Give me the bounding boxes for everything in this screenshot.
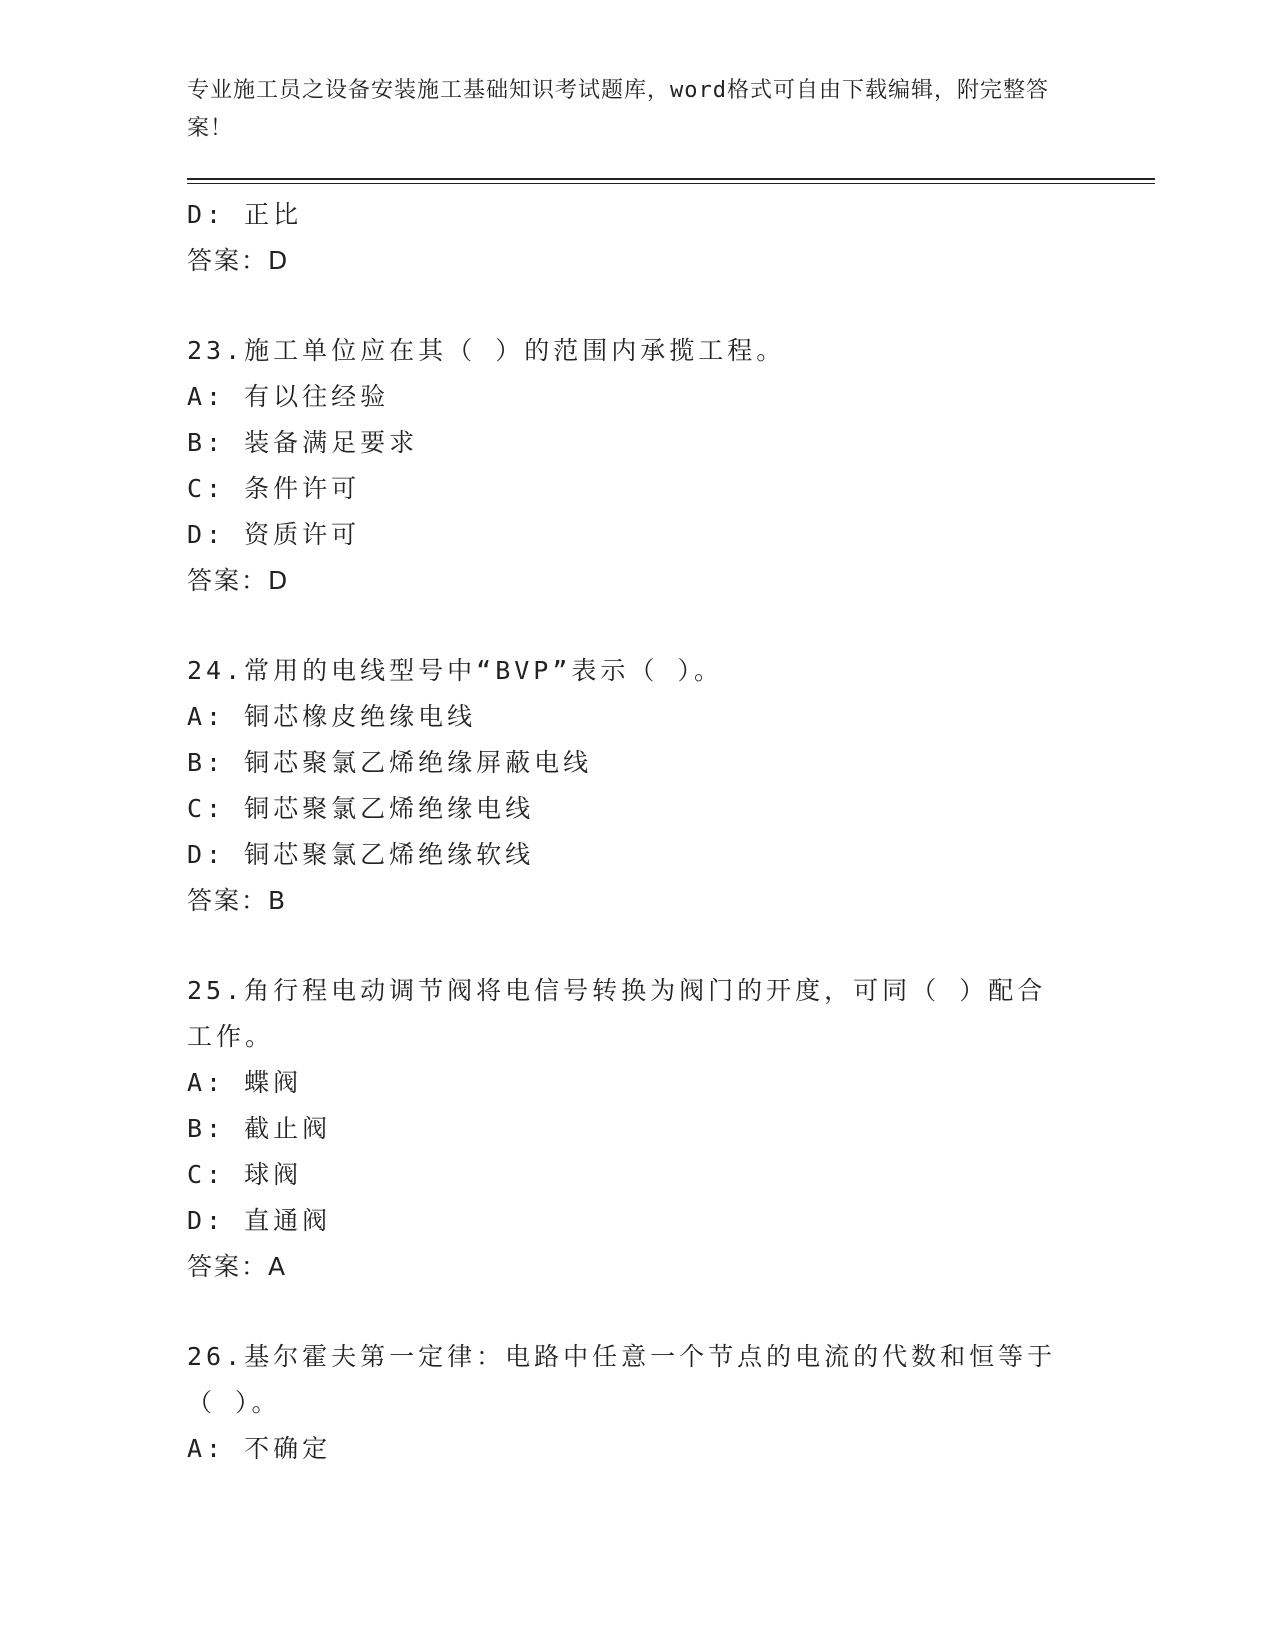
header-divider-thin — [187, 183, 1155, 184]
question-list — [187, 192, 1087, 1472]
option-b: B: 截止阀 — [187, 1114, 332, 1143]
question-stem: 26.基尔霍夫第一定律：电路中任意一个节点的电流的代数和恒等于（ ）。 — [187, 1342, 1057, 1417]
option-d: D: 资质许可 — [187, 520, 361, 549]
option-c: C: 条件许可 — [187, 474, 361, 503]
question-24 — [187, 648, 1087, 924]
question-23 — [187, 328, 1087, 604]
question-25 — [187, 968, 1087, 1290]
prev-option-d: D: 正比 — [187, 200, 303, 229]
document-header: 专业施工员之设备安装施工基础知识考试题库，word格式可自由下载编辑，附完整答案！ — [187, 78, 1049, 141]
option-a: A: 有以往经验 — [187, 382, 390, 411]
option-a: A: 铜芯橡皮绝缘电线 — [187, 702, 477, 731]
option-c: C: 铜芯聚氯乙烯绝缘电线 — [187, 794, 535, 823]
question-stem: 24.常用的电线型号中“BVP”表示（ ）。 — [187, 656, 723, 685]
option-a: A: 不确定 — [187, 1434, 332, 1463]
answer: 答案：A — [187, 1252, 288, 1281]
answer: 答案：B — [187, 886, 288, 915]
option-b: B: 装备满足要求 — [187, 428, 419, 457]
option-d: D: 直通阀 — [187, 1206, 332, 1235]
question-stem: 25.角行程电动调节阀将电信号转换为阀门的开度，可同（ ）配合工作。 — [187, 976, 1047, 1051]
option-b: B: 铜芯聚氯乙烯绝缘屏蔽电线 — [187, 748, 593, 777]
option-d: D: 铜芯聚氯乙烯绝缘软线 — [187, 840, 535, 869]
answer: 答案：D — [187, 566, 290, 595]
prev-answer: 答案：D — [187, 246, 290, 275]
question-stem: 23.施工单位应在其（ ）的范围内承揽工程。 — [187, 336, 786, 365]
question-26 — [187, 1334, 1087, 1472]
option-a: A: 蝶阀 — [187, 1068, 303, 1097]
header-divider-thick — [187, 178, 1155, 180]
option-c: C: 球阀 — [187, 1160, 303, 1189]
